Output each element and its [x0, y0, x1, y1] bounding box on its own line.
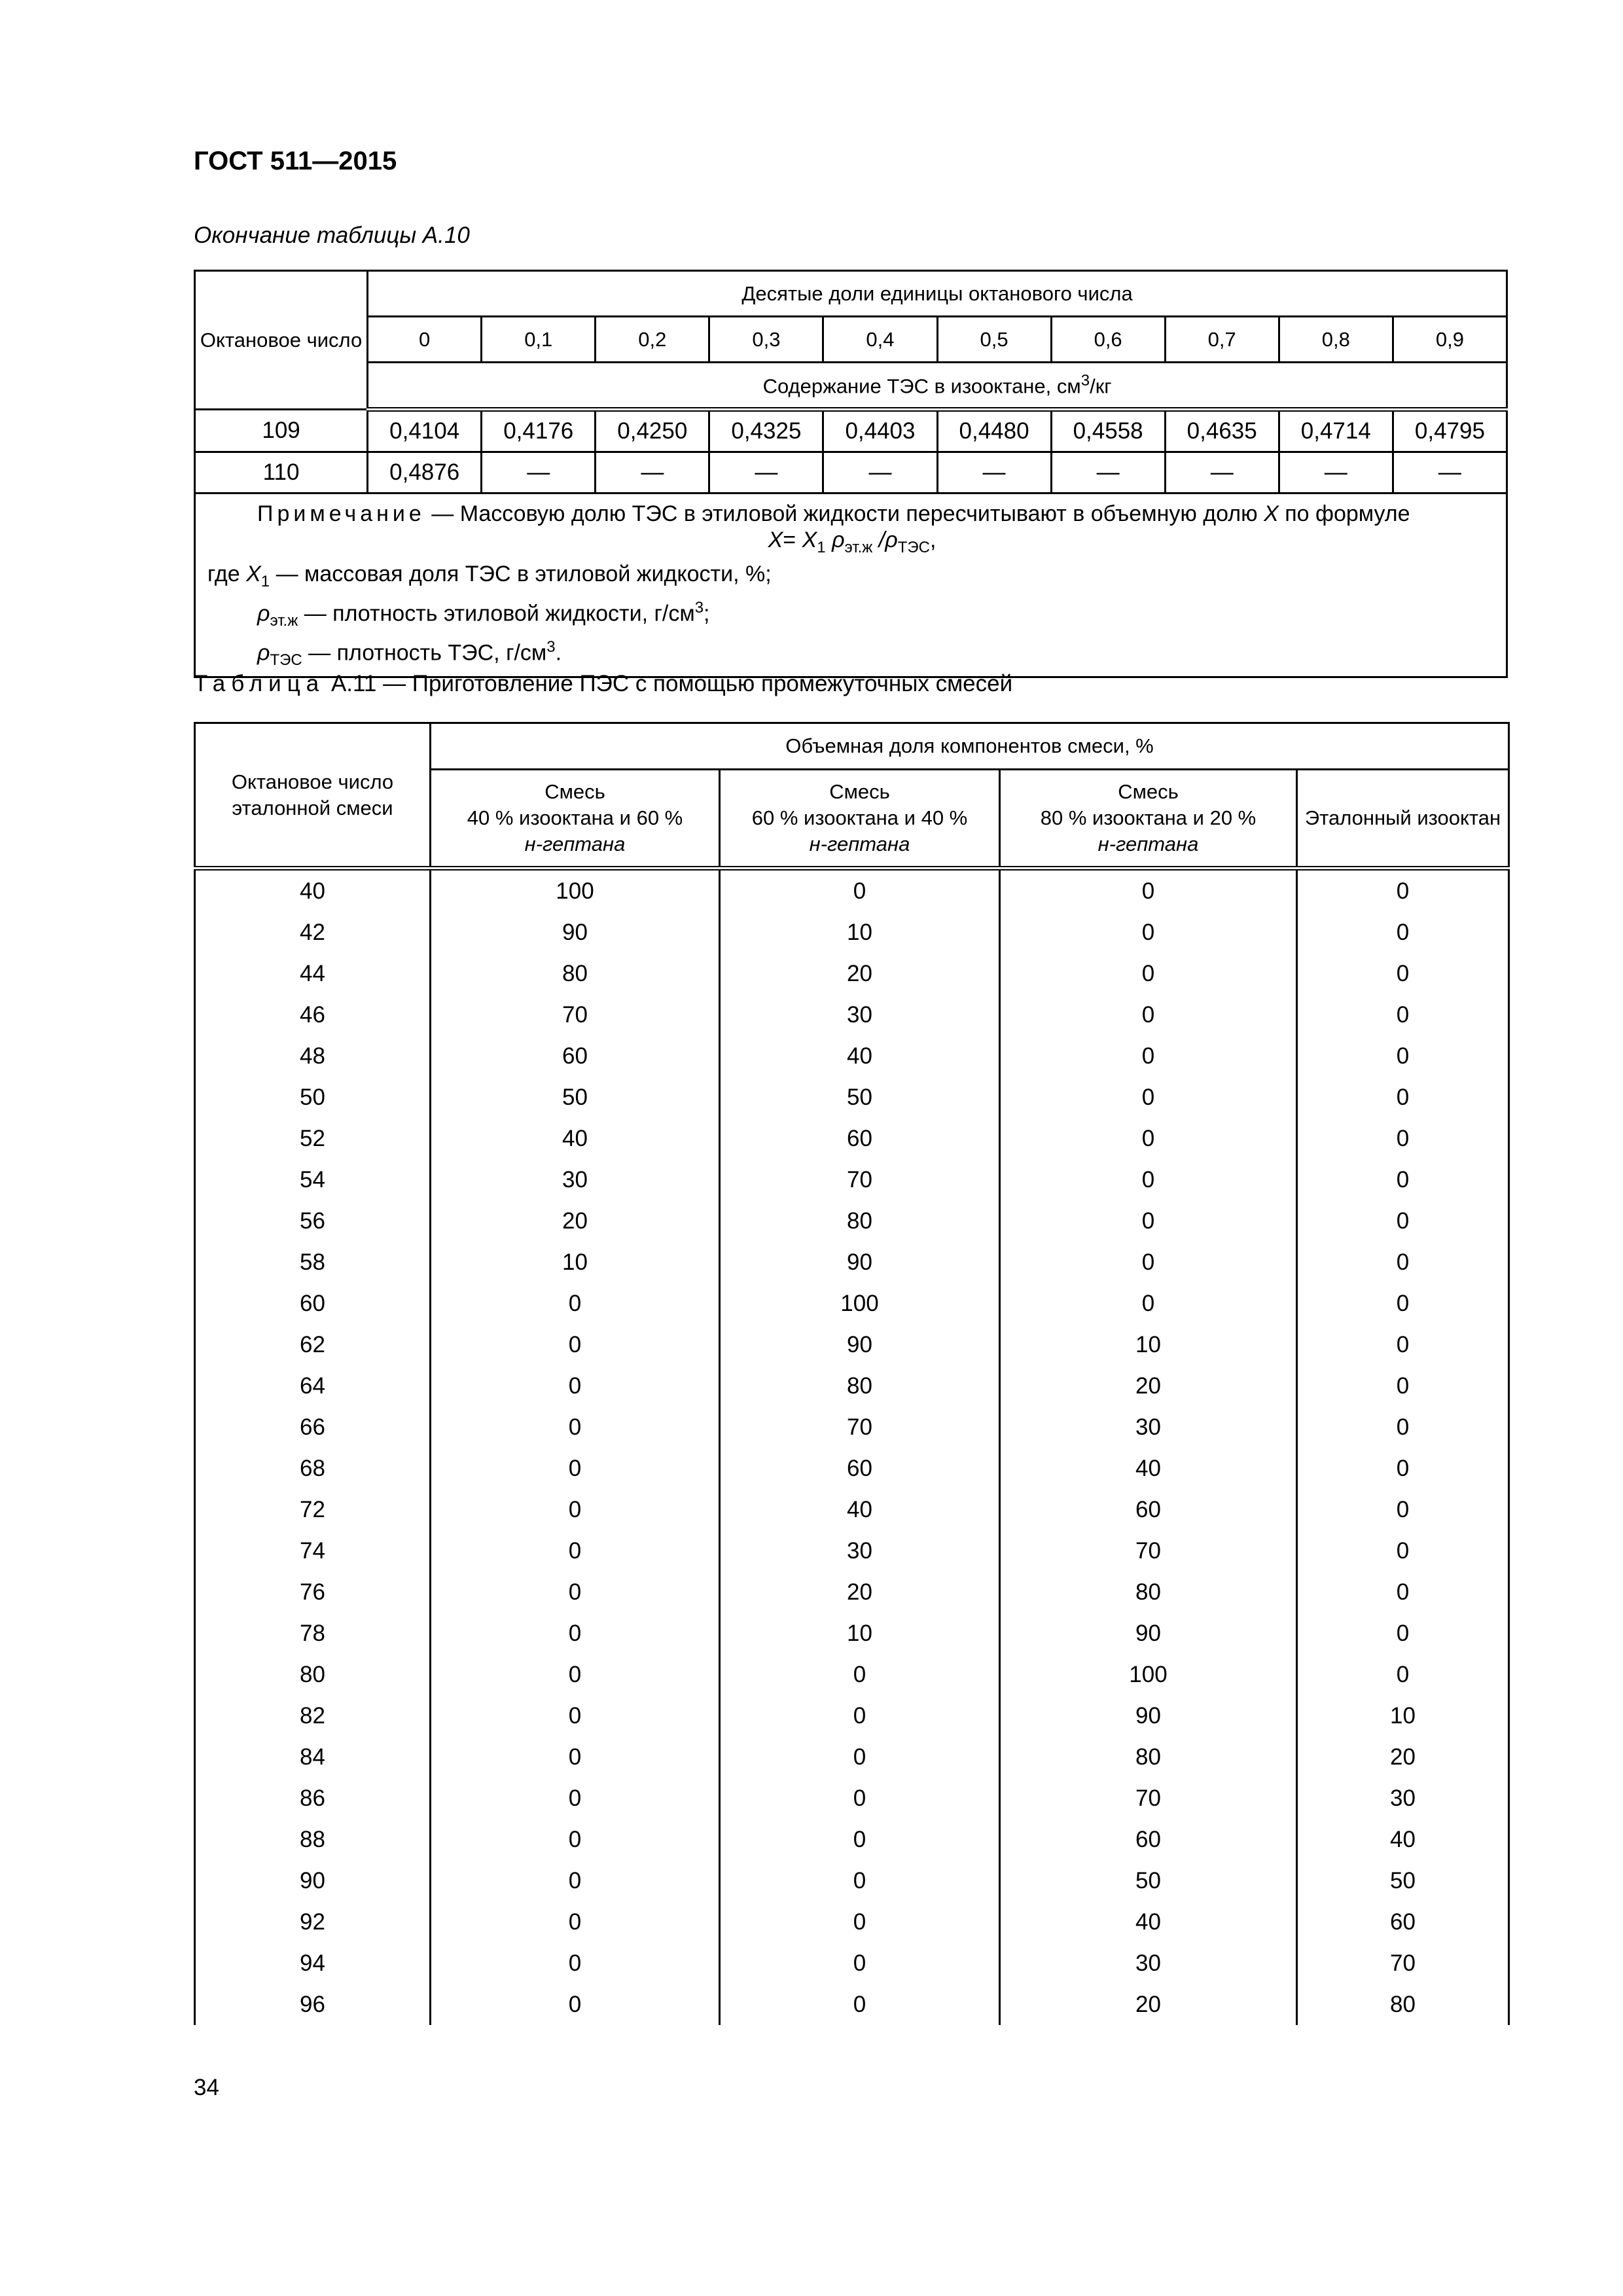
rho-etzh-text: — плотность этиловой жидкости, г/см [298, 600, 695, 626]
isooctane-cell: 60 [1297, 1901, 1509, 1943]
table-row [195, 912, 1509, 953]
table-row [195, 410, 1507, 452]
tes-content-cell: — [937, 452, 1051, 493]
mix-40-cell: 0 [431, 1324, 720, 1365]
rho-etzh-end: ; [704, 600, 710, 626]
mix-40-cell: 0 [431, 1283, 720, 1324]
table-row [195, 1407, 1509, 1448]
isooctane-cell: 0 [1297, 1283, 1509, 1324]
octane-reference-header: Октановое число эталонной смеси [195, 723, 431, 869]
mix-60-cell: 70 [720, 1159, 1000, 1200]
table-header-row [195, 723, 1509, 770]
isooctane-cell: 0 [1297, 912, 1509, 953]
mix-80-line2: 80 % изооктана и 20 % [1040, 806, 1257, 829]
mix-60-cell: 40 [720, 1489, 1000, 1530]
mix-60-line2: 60 % изооктана и 40 % [751, 806, 968, 829]
mix-40-cell: 0 [431, 1571, 720, 1613]
octane-number-cell: 82 [195, 1695, 431, 1736]
mix-80-cell: 80 [1000, 1736, 1297, 1778]
mix-60-cell: 30 [720, 1530, 1000, 1571]
tes-content-header-row [195, 363, 1507, 410]
table-row [195, 1283, 1509, 1324]
fraction-header-cell: 0,4 [823, 317, 937, 363]
note-line-1 [207, 501, 1497, 527]
mix-80-cell: 50 [1000, 1860, 1297, 1901]
mix-60-cell: 0 [720, 1860, 1000, 1901]
tes-content-cell: — [1051, 452, 1165, 493]
table-row [195, 1571, 1509, 1613]
mix-80-cell: 90 [1000, 1613, 1297, 1654]
mix-80-cell: 20 [1000, 1365, 1297, 1407]
table-row [195, 869, 1509, 912]
octane-number-cell: 92 [195, 1901, 431, 1943]
formula-x1: X [802, 528, 817, 552]
caption-text: А.11 — Приготовление ПЭС с помощью промежуточных смесей [325, 671, 1013, 696]
octane-number-cell: 88 [195, 1819, 431, 1860]
mix-60-cell: 0 [720, 869, 1000, 912]
mix-80-cell: 30 [1000, 1943, 1297, 1984]
table-row [195, 1159, 1509, 1200]
formula-rho1-sub: эт.ж [844, 538, 873, 556]
mix-60-cell: 0 [720, 1778, 1000, 1819]
mix-60-cell: 10 [720, 912, 1000, 953]
mix-40-cell: 0 [431, 1736, 720, 1778]
mix-60-cell: 0 [720, 1654, 1000, 1695]
octane-number-cell: 58 [195, 1242, 431, 1283]
mix-60-cell: 0 [720, 1943, 1000, 1984]
table-row [195, 1736, 1509, 1778]
mix-80-cell: 0 [1000, 994, 1297, 1035]
table-row [195, 1901, 1509, 1943]
octane-number-cell: 109 [195, 410, 368, 452]
fraction-header-cell: 0,5 [937, 317, 1051, 363]
mix-40-cell: 0 [431, 1407, 720, 1448]
mix-40-cell: 50 [431, 1077, 720, 1118]
table-row [195, 1943, 1509, 1984]
formula-rho2-sub: ТЭС [897, 538, 930, 556]
fraction-header-cell: 0,6 [1051, 317, 1165, 363]
octane-number-cell: 56 [195, 1200, 431, 1242]
mix-80-cell: 0 [1000, 869, 1297, 912]
mix-80-cell: 0 [1000, 1242, 1297, 1283]
mix-40-cell: 0 [431, 1860, 720, 1901]
unit-superscript: 3 [1080, 372, 1090, 390]
table-row [195, 1613, 1509, 1654]
isooctane-cell: 0 [1297, 953, 1509, 994]
isooctane-cell: 0 [1297, 869, 1509, 912]
rho-tes-text: — плотность ТЭС, г/см [302, 640, 547, 666]
isooctane-cell: 80 [1297, 1984, 1509, 2025]
mix-60-cell: 60 [720, 1448, 1000, 1489]
table-row [195, 994, 1509, 1035]
mix-40-line3: н-гептана [524, 833, 626, 855]
isooctane-cell: 0 [1297, 1407, 1509, 1448]
mix-40-cell: 0 [431, 1778, 720, 1819]
note-where-rho-etzh [207, 595, 1497, 634]
table-row [195, 1035, 1509, 1077]
octane-number-cell: 78 [195, 1613, 431, 1654]
mix-80-cell: 0 [1000, 1200, 1297, 1242]
tes-content-cell: 0,4635 [1165, 410, 1279, 452]
tes-content-cell: 0,4480 [937, 410, 1051, 452]
table-row [195, 1242, 1509, 1283]
mix-60-cell: 0 [720, 1736, 1000, 1778]
mix-60-cell: 0 [720, 1984, 1000, 2025]
rho-tes-sub: ТЭС [270, 651, 302, 669]
table-row [195, 452, 1507, 493]
mix-40-header [431, 770, 720, 869]
note-formula [207, 527, 1497, 561]
mix-80-header [1000, 770, 1297, 869]
octane-number-cell: 60 [195, 1283, 431, 1324]
fraction-header-cell: 0,1 [482, 317, 596, 363]
octane-number-cell: 46 [195, 994, 431, 1035]
mix-60-cell: 80 [720, 1200, 1000, 1242]
mix-80-cell: 0 [1000, 1077, 1297, 1118]
table-row [195, 1654, 1509, 1695]
rho-tes-sup: 3 [546, 637, 556, 656]
octane-number-cell: 72 [195, 1489, 431, 1530]
mix-80-cell: 40 [1000, 1901, 1297, 1943]
mix-40-cell: 0 [431, 1530, 720, 1571]
octane-number-cell: 96 [195, 1984, 431, 2025]
table-row [195, 1077, 1509, 1118]
table-row [195, 1448, 1509, 1489]
table-row [195, 1530, 1509, 1571]
table-row [195, 1118, 1509, 1159]
octane-number-cell: 64 [195, 1365, 431, 1407]
document-header: ГОСТ 511—2015 [194, 147, 397, 175]
octane-number-cell: 52 [195, 1118, 431, 1159]
mix-60-line3: н-гептана [809, 833, 910, 855]
mix-80-cell: 10 [1000, 1324, 1297, 1365]
octane-number-cell: 40 [195, 869, 431, 912]
isooctane-cell: 0 [1297, 1365, 1509, 1407]
fraction-header-cell: 0 [368, 317, 482, 363]
tes-content-cell: 0,4876 [368, 452, 482, 493]
mix-40-cell: 0 [431, 1984, 720, 2025]
tes-content-cell: — [823, 452, 937, 493]
rho-etzh-sub: эт.ж [270, 611, 298, 630]
mix-40-cell: 100 [431, 869, 720, 912]
fraction-header-cell: 0,2 [596, 317, 709, 363]
tes-content-cell: 0,4558 [1051, 410, 1165, 452]
mix-80-cell: 0 [1000, 1283, 1297, 1324]
isooctane-cell: 0 [1297, 1489, 1509, 1530]
fraction-header-cell: 0,8 [1279, 317, 1393, 363]
octane-number-cell: 86 [195, 1778, 431, 1819]
table-note [195, 493, 1507, 677]
tes-content-cell: 0,4714 [1279, 410, 1393, 452]
table-row [195, 1489, 1509, 1530]
octane-number-cell: 42 [195, 912, 431, 953]
formula-comma: , [929, 528, 936, 552]
octane-number-cell: 76 [195, 1571, 431, 1613]
note-row [195, 493, 1507, 677]
mix-40-cell: 0 [431, 1448, 720, 1489]
mix-80-cell: 80 [1000, 1571, 1297, 1613]
mix-40-cell: 0 [431, 1819, 720, 1860]
tes-content-cell: — [1165, 452, 1279, 493]
octane-number-cell: 94 [195, 1943, 431, 1984]
note-where-rho-tes [207, 634, 1497, 673]
note-text-end: по формуле [1278, 501, 1410, 526]
mix-40-line2: 40 % изооктана и 60 % [467, 806, 683, 829]
octane-number-cell: 90 [195, 1860, 431, 1901]
where-x: X [246, 561, 261, 586]
octane-number-cell: 50 [195, 1077, 431, 1118]
mix-60-cell: 60 [720, 1118, 1000, 1159]
isooctane-cell: 0 [1297, 1118, 1509, 1159]
isooctane-cell: 0 [1297, 1571, 1509, 1613]
mix-40-cell: 70 [431, 994, 720, 1035]
mix-60-cell: 40 [720, 1035, 1000, 1077]
mix-40-cell: 30 [431, 1159, 720, 1200]
fraction-header-cell: 0,3 [709, 317, 823, 363]
mix-60-cell: 20 [720, 953, 1000, 994]
rho-tes-end: . [555, 640, 562, 666]
octane-number-cell: 54 [195, 1159, 431, 1200]
isooctane-cell: 70 [1297, 1943, 1509, 1984]
table-row [195, 1778, 1509, 1819]
octane-number-cell: 84 [195, 1736, 431, 1778]
rho-etzh: ρ [257, 600, 270, 626]
mix-80-cell: 90 [1000, 1695, 1297, 1736]
formula-rho2: /ρ [872, 528, 898, 552]
mix-60-cell: 30 [720, 994, 1000, 1035]
isooctane-cell: 50 [1297, 1860, 1509, 1901]
note-text: — Массовую долю ТЭС в этиловой жидкости пересчитывают в объемную долю [425, 501, 1264, 526]
table-row [195, 1365, 1509, 1407]
fraction-header-cell: 0,9 [1393, 317, 1507, 363]
reference-isooctane-header: Эталонный изооктан [1297, 770, 1509, 869]
mix-80-line3: н-гептана [1097, 833, 1199, 855]
mix-60-cell: 100 [720, 1283, 1000, 1324]
fractions-header-row [195, 317, 1507, 363]
mix-40-line1: Смесь [544, 780, 605, 803]
where-prefix: где [207, 561, 247, 586]
table-continuation-caption: Окончание таблицы А.10 [194, 223, 470, 248]
isooctane-cell: 0 [1297, 1035, 1509, 1077]
isooctane-cell: 40 [1297, 1819, 1509, 1860]
mix-60-cell: 0 [720, 1901, 1000, 1943]
octane-number-cell: 48 [195, 1035, 431, 1077]
isooctane-cell: 0 [1297, 1613, 1509, 1654]
where-x-text: — массовая доля ТЭС в этиловой жидкости, %; [270, 561, 772, 586]
tenths-header: Десятые доли единицы октанового числа [368, 271, 1507, 317]
mix-80-cell: 0 [1000, 953, 1297, 994]
mix-80-cell: 0 [1000, 912, 1297, 953]
formula-rho1: ρ [825, 528, 845, 552]
rho-tes: ρ [257, 640, 270, 666]
page-number: 34 [194, 2075, 219, 2100]
isooctane-cell: 0 [1297, 1530, 1509, 1571]
mix-40-cell: 40 [431, 1118, 720, 1159]
table-header-row [195, 271, 1507, 317]
table-row [195, 1860, 1509, 1901]
formula-eq: = [783, 528, 802, 552]
isooctane-cell: 0 [1297, 1159, 1509, 1200]
tes-content-cell: — [596, 452, 709, 493]
mix-80-cell: 70 [1000, 1778, 1297, 1819]
mix-40-cell: 10 [431, 1242, 720, 1283]
octane-number-cell: 68 [195, 1448, 431, 1489]
isooctane-cell: 0 [1297, 1324, 1509, 1365]
formula-x1-sub: 1 [817, 538, 826, 556]
tes-content-cell: 0,4325 [709, 410, 823, 452]
note-label: Примечание [257, 501, 425, 526]
fraction-header-cell: 0,7 [1165, 317, 1279, 363]
octane-number-cell: 66 [195, 1407, 431, 1448]
mix-60-cell: 0 [720, 1819, 1000, 1860]
tes-content-cell: 0,4403 [823, 410, 937, 452]
mix-60-cell: 20 [720, 1571, 1000, 1613]
tes-content-cell: 0,4795 [1393, 410, 1507, 452]
table-row [195, 1200, 1509, 1242]
table-row [195, 953, 1509, 994]
mix-60-line1: Смесь [829, 780, 890, 803]
mix-80-cell: 30 [1000, 1407, 1297, 1448]
mix-40-cell: 80 [431, 953, 720, 994]
where-x-sub: 1 [260, 572, 270, 590]
octane-number-cell: 80 [195, 1654, 431, 1695]
tes-content-cell: 0,4104 [368, 410, 482, 452]
caption-label: Таблица [194, 671, 325, 696]
note-where-x1 [207, 561, 1497, 595]
mix-40-cell: 0 [431, 1943, 720, 1984]
mix-60-header [720, 770, 1000, 869]
unit-suffix: /кг [1090, 374, 1112, 398]
mix-80-cell: 70 [1000, 1530, 1297, 1571]
isooctane-cell: 0 [1297, 1200, 1509, 1242]
isooctane-cell: 0 [1297, 1654, 1509, 1695]
mix-60-cell: 70 [720, 1407, 1000, 1448]
mix-40-cell: 0 [431, 1365, 720, 1407]
tes-content-cell: 0,4176 [482, 410, 596, 452]
var-x: X [1264, 501, 1279, 526]
tes-content-header-text: Содержание ТЭС в изооктане, см [762, 374, 1081, 398]
table-row [195, 1984, 1509, 2025]
isooctane-cell: 10 [1297, 1695, 1509, 1736]
mix-60-cell: 10 [720, 1613, 1000, 1654]
octane-number-cell: 44 [195, 953, 431, 994]
mix-40-cell: 0 [431, 1695, 720, 1736]
mix-80-line1: Смесь [1118, 780, 1179, 803]
octane-number-cell: 62 [195, 1324, 431, 1365]
table-row [195, 1324, 1509, 1365]
mix-40-cell: 0 [431, 1613, 720, 1654]
formula-x: X [768, 528, 783, 552]
mix-80-cell: 0 [1000, 1035, 1297, 1077]
rho-etzh-sup: 3 [694, 598, 704, 617]
mix-60-cell: 0 [720, 1695, 1000, 1736]
mix-60-cell: 90 [720, 1242, 1000, 1283]
mix-40-cell: 0 [431, 1901, 720, 1943]
mix-80-cell: 100 [1000, 1654, 1297, 1695]
isooctane-cell: 30 [1297, 1778, 1509, 1819]
mix-80-cell: 40 [1000, 1448, 1297, 1489]
mix-40-cell: 0 [431, 1654, 720, 1695]
mix-40-cell: 0 [431, 1489, 720, 1530]
table-a11-caption [194, 671, 1012, 697]
tes-content-header [368, 363, 1507, 410]
table-a10 [194, 270, 1508, 678]
table-a11 [194, 722, 1510, 2025]
tes-content-cell: — [482, 452, 596, 493]
mix-60-cell: 50 [720, 1077, 1000, 1118]
mix-80-cell: 60 [1000, 1819, 1297, 1860]
mix-80-cell: 0 [1000, 1159, 1297, 1200]
tes-content-cell: 0,4250 [596, 410, 709, 452]
tes-content-cell: — [709, 452, 823, 493]
table-row [195, 1695, 1509, 1736]
isooctane-cell: 20 [1297, 1736, 1509, 1778]
octane-number-header: Октановое число [195, 271, 368, 410]
table-row [195, 1819, 1509, 1860]
isooctane-cell: 0 [1297, 1448, 1509, 1489]
mix-40-cell: 20 [431, 1200, 720, 1242]
octane-number-cell: 74 [195, 1530, 431, 1571]
tes-content-cell: — [1393, 452, 1507, 493]
volume-fraction-header: Объемная доля компонентов смеси, % [431, 723, 1509, 770]
isooctane-cell: 0 [1297, 1077, 1509, 1118]
isooctane-cell: 0 [1297, 994, 1509, 1035]
mix-80-cell: 0 [1000, 1118, 1297, 1159]
mix-40-cell: 90 [431, 912, 720, 953]
octane-number-cell: 110 [195, 452, 368, 493]
tes-content-cell: — [1279, 452, 1393, 493]
mix-60-cell: 80 [720, 1365, 1000, 1407]
mix-80-cell: 20 [1000, 1984, 1297, 2025]
mix-60-cell: 90 [720, 1324, 1000, 1365]
isooctane-cell: 0 [1297, 1242, 1509, 1283]
mix-80-cell: 60 [1000, 1489, 1297, 1530]
mix-40-cell: 60 [431, 1035, 720, 1077]
